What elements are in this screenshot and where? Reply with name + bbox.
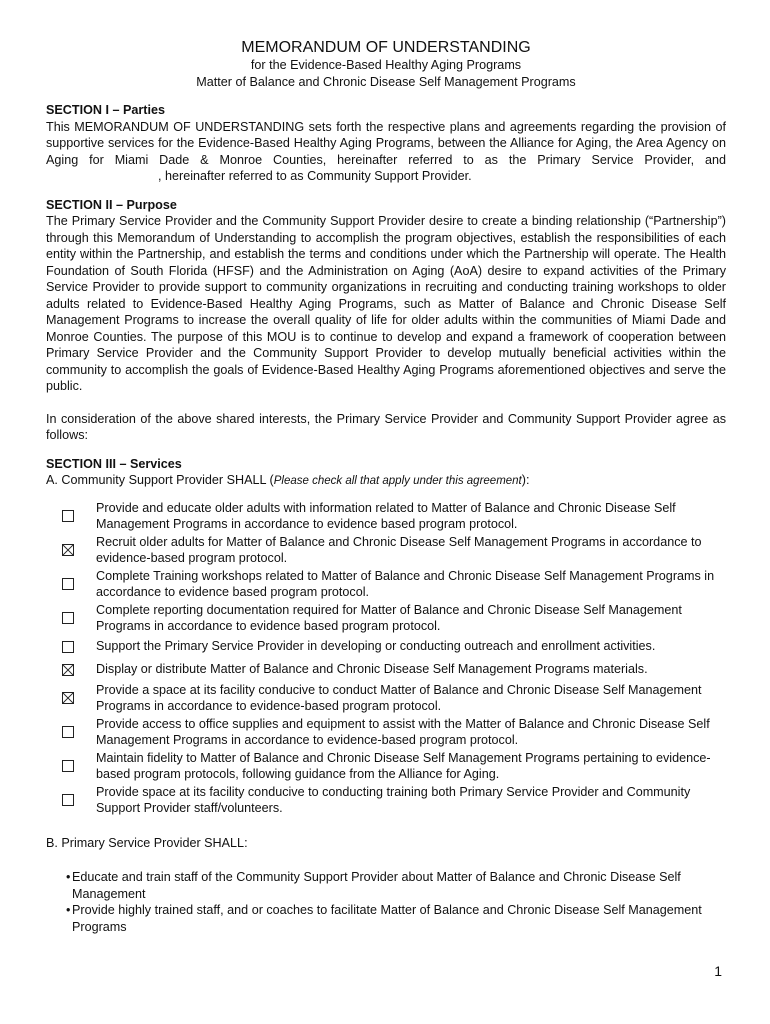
subsection-b-heading: B. Primary Service Provider SHALL: [46, 835, 248, 850]
document-subtitle-2: Matter of Balance and Chronic Disease Self Management Programs [196, 74, 576, 89]
services-checklist [46, 500, 726, 817]
checklist-item [46, 716, 726, 749]
checklist-item [46, 534, 726, 567]
unchecked-checkbox[interactable] [62, 612, 74, 624]
document-page [46, 38, 726, 935]
checklist-item [46, 784, 726, 817]
document-title: MEMORANDUM OF UNDERSTANDING [241, 39, 531, 56]
checked-checkbox[interactable] [62, 692, 74, 704]
unchecked-checkbox[interactable] [62, 760, 74, 772]
bullet-item [46, 869, 726, 902]
checklist-item-text: Support the Primary Service Provider in developing or conducting outreach and enrollment activities. [96, 639, 656, 654]
page-number: 1 [714, 963, 722, 979]
bullet-text: Educate and train staff of the Community Support Provider about Matter of Balance and Chronic Disease Self Management [72, 870, 681, 901]
bullet-text: Provide highly trained staff, and or coaches to facilitate Matter of Balance and Chronic Disease Self Management Programs [72, 903, 702, 934]
bullet-dot-icon: • [66, 870, 71, 884]
unchecked-checkbox[interactable] [62, 510, 74, 522]
checklist-item [46, 682, 726, 715]
subsection-a-note: Please check all that apply under this agreement [273, 475, 522, 487]
checklist-item-text: Complete reporting documentation required for Matter of Balance and Chronic Disease Self Management Programs in accordance to evidence based program protocol. [96, 602, 682, 633]
unchecked-checkbox[interactable] [62, 641, 74, 653]
checked-checkbox[interactable] [62, 664, 74, 676]
checklist-item [46, 636, 726, 658]
checklist-item-text: Provide space at its facility conducive to conducting training both Primary Service Provider and Community Support Provider staff/volunteers. [96, 784, 691, 815]
section-1-text [46, 119, 726, 185]
section-1-text-b: , hereinafter referred to as Community Support Provider. [158, 169, 472, 183]
checklist-item [46, 500, 726, 533]
bullet-item [46, 902, 726, 935]
subsection-a-heading [46, 472, 726, 490]
checklist-item-text: Maintain fidelity to Matter of Balance and Chronic Disease Self Management Programs pertaining to evidence-based program protocols, following guidance from the Alliance for Aging. [96, 750, 711, 781]
checklist-item-text: Provide and educate older adults with information related to Matter of Balance and Chronic Disease Self Management Programs in accordance to evidence based program protocol. [96, 500, 676, 531]
section-1-heading: SECTION I – Parties [46, 103, 165, 117]
checklist-item [46, 568, 726, 601]
checklist-item-text: Display or distribute Matter of Balance and Chronic Disease Self Management Programs materials. [96, 662, 648, 677]
checked-checkbox[interactable] [62, 544, 74, 556]
section-1-text-a: This MEMORANDUM OF UNDERSTANDING sets forth the respective plans and agreements regarding the provision of supportive services for the Evidence-Based Healthy Aging Programs, between the Alliance for Aging, the Area Agency on Aging for Miami Dade & Monroe Counties, hereinafter referred to as the Primary Service Provider, and [46, 119, 726, 167]
section-2-heading: SECTION II – Purpose [46, 197, 177, 212]
subsection-a-end: ): [521, 473, 530, 487]
checklist-item [46, 750, 726, 783]
checklist-item-text: Complete Training workshops related to Matter of Balance and Chronic Disease Self Management Programs in accordance to evidence based program protocol. [96, 568, 715, 599]
checklist-item [46, 659, 726, 681]
unchecked-checkbox[interactable] [62, 794, 74, 806]
document-subtitle-1: for the Evidence-Based Healthy Aging Programs [250, 58, 522, 72]
section-2-text: The Primary Service Provider and the Community Support Provider desire to create a binding relationship (“Partnership”) through this Memorandum of Understanding to accomplish the program objectives, establish the responsibilities of each entity within the Partnership, and establish the terms and conditions under which the Partnership will operate. The Health Foundation of South Florida (HFSF) and the Administration on Aging (AoA) desire to expand activities of the Primary Service Provider to provide support to community organizations in recruiting and conducting training workshops to older adults related to Evidence-Based Healthy Aging Programs, such as Matter of Balance and Chronic Disease Self Management Programs to increase the overall quality of life for older adults within the communities of Miami Dade and Monroe Counties. The purpose of this MOU is to continue to develop and expand a framework of cooperation between Primary Service Provider and the Community Support Provider to develop mutually beneficial activities within the community to accomplish the goals of Evidence-Based Healthy Aging Programs aforementioned objectives and serve the public. [46, 214, 726, 393]
subsection-a-label: A. Community Support Provider SHALL ( [46, 473, 274, 487]
unchecked-checkbox[interactable] [62, 726, 74, 738]
checklist-item-text: Recruit older adults for Matter of Balance and Chronic Disease Self Management Programs in accordance to evidence-based program protocol. [96, 534, 702, 565]
checklist-item-text: Provide access to office supplies and equipment to assist with the Matter of Balance and Chronic Disease Self Management Programs in accordance to evidence-based program protocol. [96, 716, 710, 747]
primary-provider-bullets [46, 869, 726, 935]
bullet-dot-icon: • [66, 903, 71, 917]
checklist-item-text: Provide a space at its facility conducive to conduct Matter of Balance and Chronic Disease Self Management Programs in accordance to evidence-based program protocol. [96, 682, 702, 713]
unchecked-checkbox[interactable] [62, 578, 74, 590]
section-3-heading: SECTION III – Services [46, 456, 182, 471]
consideration-text: In consideration of the above shared interests, the Primary Service Provider and Community Support Provider agree as follows: [46, 411, 726, 442]
checklist-item [46, 602, 726, 635]
